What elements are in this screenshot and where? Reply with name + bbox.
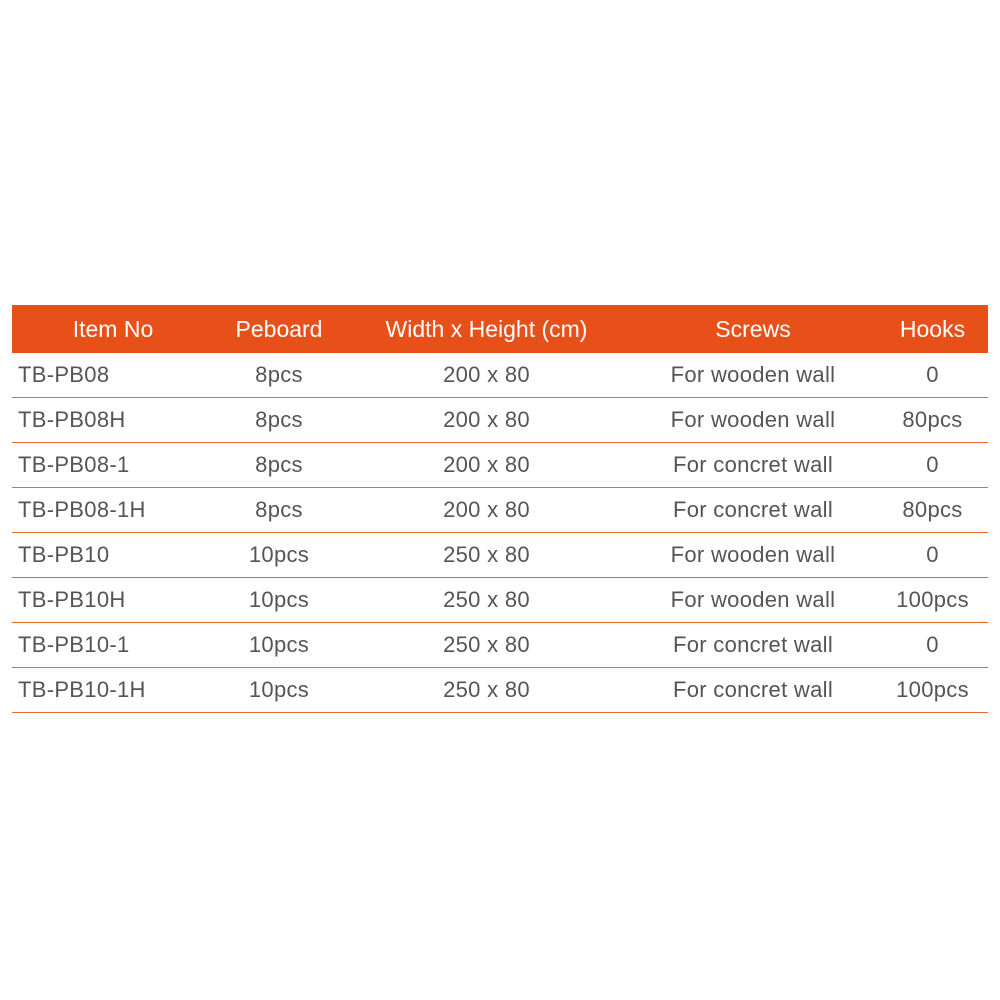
header-hooks: Hooks <box>899 315 966 342</box>
hooks-cell: 0 <box>926 542 939 567</box>
table-row <box>12 443 988 488</box>
peboard-cell: 8pcs <box>255 407 303 432</box>
size-cell: 200 x 80 <box>443 362 530 387</box>
item-no-cell: TB-PB08-1 <box>18 452 130 477</box>
size-cell: 200 x 80 <box>443 452 530 477</box>
table-header <box>12 305 988 353</box>
size-cell: 250 x 80 <box>443 587 530 612</box>
item-no-cell: TB-PB10-1 <box>18 632 130 657</box>
table-row <box>12 353 988 398</box>
table-row <box>12 488 988 533</box>
header-item-no: Item No <box>72 315 154 342</box>
size-cell: 250 x 80 <box>443 542 530 567</box>
table-row <box>12 668 988 713</box>
header-size: Width x Height (cm) <box>385 315 588 342</box>
size-cell: 200 x 80 <box>443 497 530 522</box>
screws-cell: For wooden wall <box>670 587 836 612</box>
size-cell: 250 x 80 <box>443 632 530 657</box>
item-no-cell: TB-PB10-1H <box>18 677 146 702</box>
screws-cell: For concret wall <box>672 497 834 522</box>
table-row <box>12 398 988 443</box>
screws-cell: For wooden wall <box>670 542 836 567</box>
hooks-cell: 0 <box>926 362 939 387</box>
table-row <box>12 578 988 623</box>
peboard-cell: 8pcs <box>255 497 303 522</box>
hooks-cell: 100pcs <box>896 677 969 702</box>
screws-cell: For wooden wall <box>670 407 836 432</box>
header-screws: Screws <box>715 315 791 342</box>
hooks-cell: 0 <box>926 632 939 657</box>
item-no-cell: TB-PB08H <box>18 407 126 432</box>
screws-cell: For concret wall <box>672 452 834 477</box>
peboard-cell: 8pcs <box>255 362 303 387</box>
peboard-cell: 10pcs <box>248 677 310 702</box>
header-peboard: Peboard <box>235 315 323 342</box>
hooks-cell: 80pcs <box>902 407 963 432</box>
hooks-cell: 0 <box>926 452 939 477</box>
hooks-cell: 80pcs <box>902 497 963 522</box>
table-row <box>12 533 988 578</box>
screws-cell: For concret wall <box>672 677 834 702</box>
spec-table <box>12 305 988 713</box>
peboard-cell: 10pcs <box>248 587 310 612</box>
peboard-cell: 8pcs <box>255 452 303 477</box>
item-no-cell: TB-PB10H <box>18 587 126 612</box>
size-cell: 250 x 80 <box>443 677 530 702</box>
screws-cell: For concret wall <box>672 632 834 657</box>
hooks-cell: 100pcs <box>896 587 969 612</box>
screws-cell: For wooden wall <box>670 362 836 387</box>
peboard-cell: 10pcs <box>248 542 310 567</box>
size-cell: 200 x 80 <box>443 407 530 432</box>
item-no-cell: TB-PB08 <box>18 362 110 387</box>
item-no-cell: TB-PB08-1H <box>18 497 146 522</box>
peboard-cell: 10pcs <box>248 632 310 657</box>
table-row <box>12 623 988 668</box>
item-no-cell: TB-PB10 <box>18 542 110 567</box>
